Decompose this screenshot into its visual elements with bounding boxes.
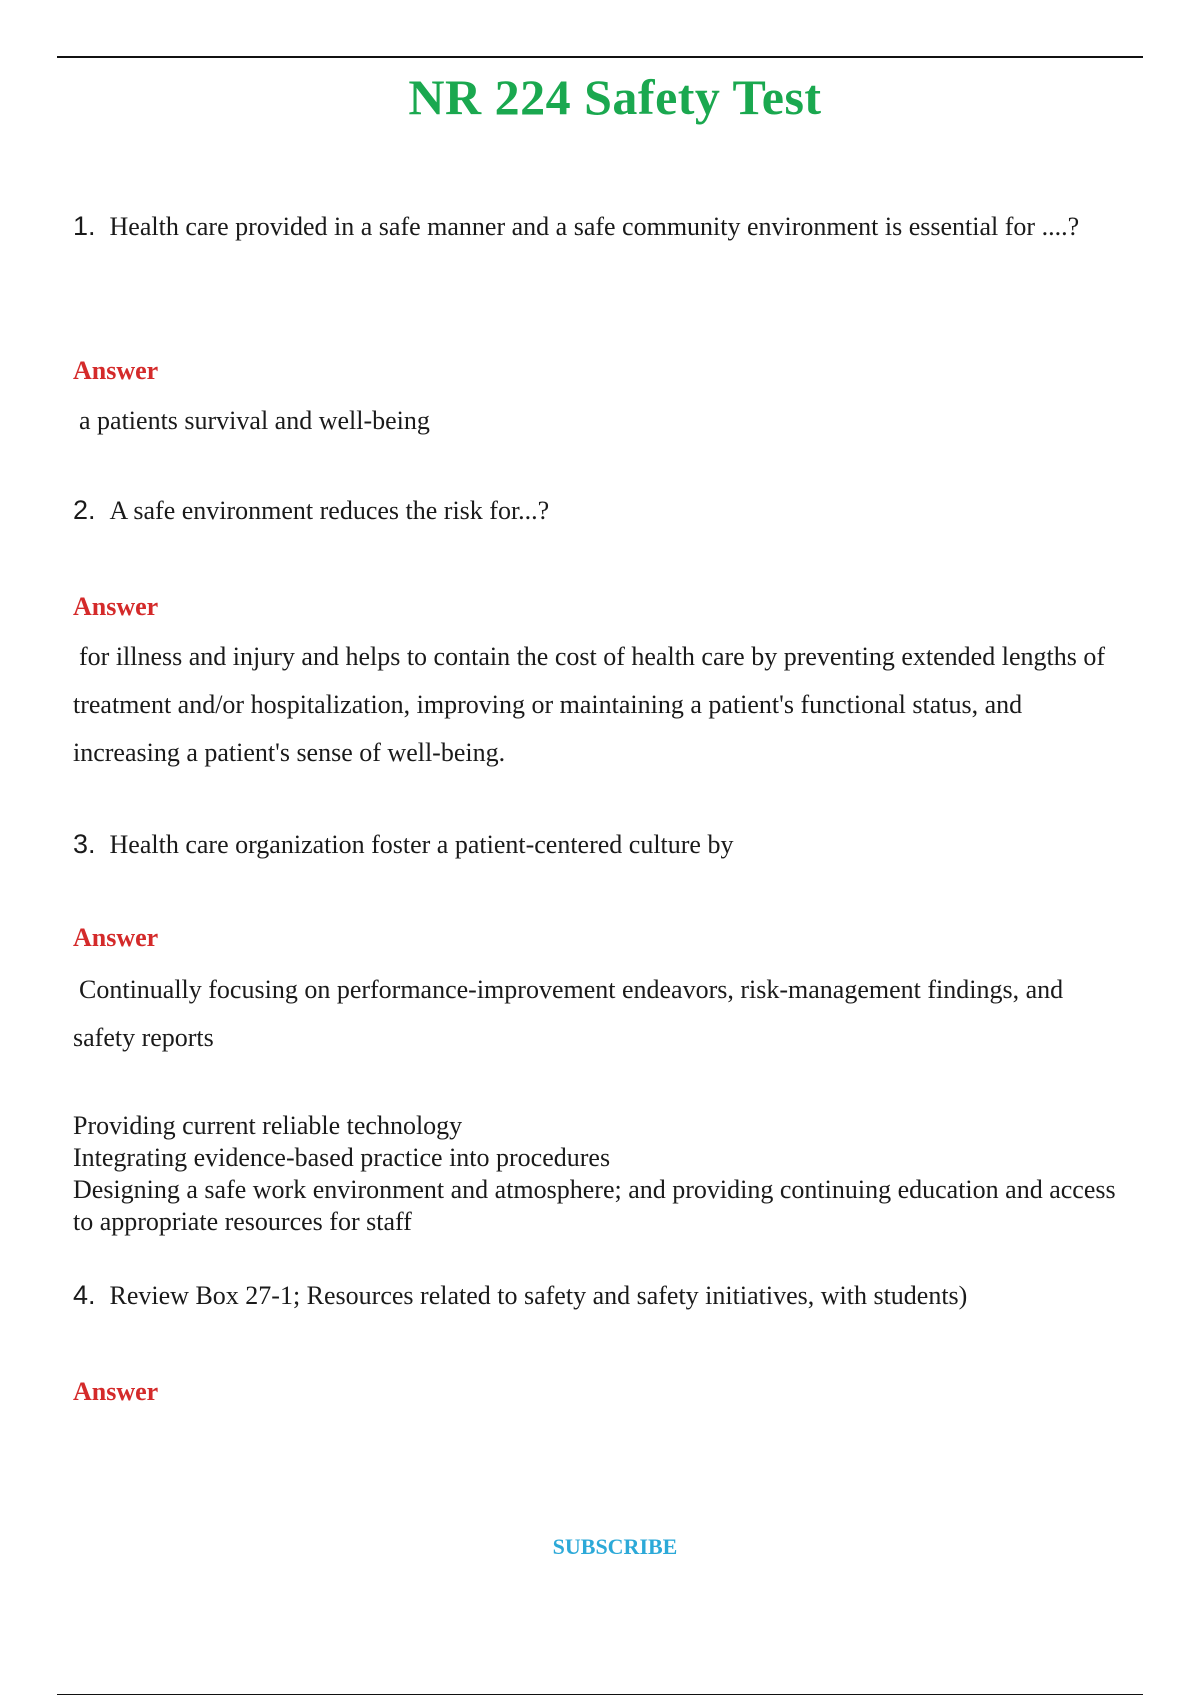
question-text: A safe environment reduces the risk for...? [109,496,550,525]
question-4 [73,1271,1123,1320]
question-number: 3. [73,829,96,859]
answer-2: for illness and injury and helps to contain the cost of health care by preventing extended lengths of treatment and/or hospitalization, improving or maintaining a patient's functional status, and increasing a patient's sense of well-being. [73,642,1105,767]
answer-label-1: Answer [73,356,159,385]
answer-label-4: Answer [73,1377,159,1406]
document-title: NR 224 Safety Test [408,69,822,125]
answer-3-line: Designing a safe work environment and atmosphere; and providing continuing education and access to appropriate resources for staff [73,1175,1116,1236]
question-3 [73,820,1123,869]
question-number: 2. [73,495,96,525]
question-1 [73,202,1123,251]
bottom-rule [57,1694,1143,1695]
subscribe-link[interactable]: SUBSCRIBE [552,1534,678,1559]
answer-label-2: Answer [73,592,159,621]
answer-3-line: Integrating evidence-based practice into procedures [73,1143,611,1172]
answer-3: Continually focusing on performance-improvement endeavors, risk-management findings, and safety reports [73,975,1064,1052]
answer-3-line: Providing current reliable technology [73,1111,463,1140]
question-text: Review Box 27-1; Resources related to safety and safety initiatives, with students) [109,1281,968,1310]
answer-1: a patients survival and well-being [79,406,430,435]
answer-3-extra-lines [73,1110,1133,1238]
question-2 [73,486,1123,535]
answer-label-3: Answer [73,923,159,952]
top-rule [57,56,1143,58]
question-text: Health care organization foster a patient-centered culture by [109,830,734,859]
question-text: Health care provided in a safe manner and a safe community environment is essential for ....? [109,212,1080,241]
question-number: 4. [73,1280,96,1310]
question-number: 1. [73,211,96,241]
